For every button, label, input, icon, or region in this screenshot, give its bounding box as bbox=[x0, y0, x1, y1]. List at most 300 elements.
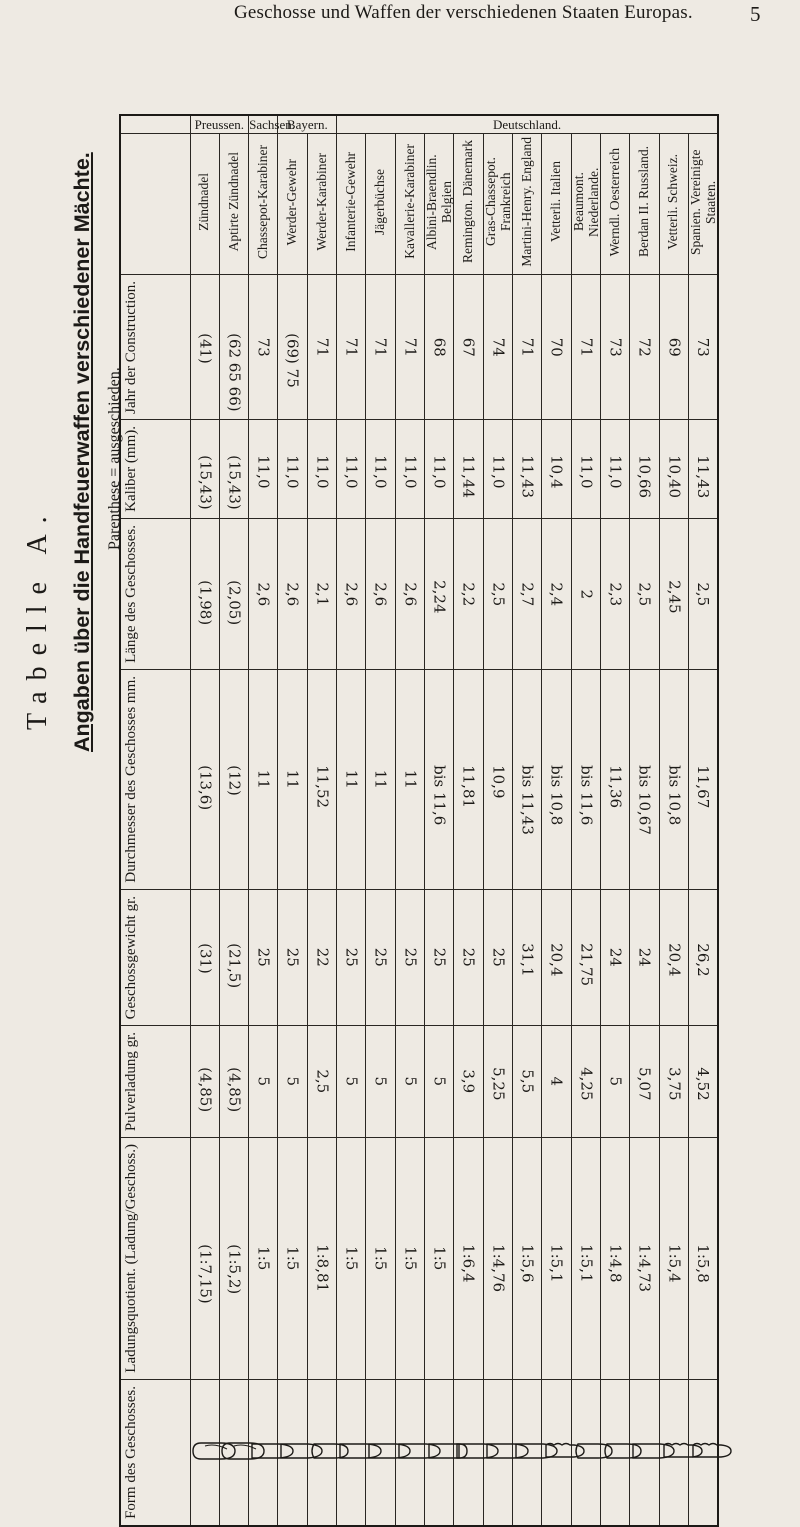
table-row bbox=[120, 519, 718, 670]
column-header-label: Jägerbüchse bbox=[372, 168, 388, 235]
cell-value: (41) bbox=[195, 332, 214, 364]
table-cell bbox=[219, 420, 248, 519]
table-cell bbox=[601, 670, 630, 890]
table-cell bbox=[337, 274, 366, 420]
cell-value: 22 bbox=[313, 947, 332, 967]
table-cell bbox=[689, 420, 718, 519]
table-cell bbox=[571, 519, 600, 670]
table-cell bbox=[219, 1138, 248, 1380]
cell-value: 11,44 bbox=[459, 455, 478, 499]
table-cell bbox=[454, 1379, 483, 1525]
table-cell bbox=[278, 420, 307, 519]
table-cell bbox=[395, 889, 424, 1025]
table-row bbox=[120, 889, 718, 1025]
row-label-cell bbox=[120, 1026, 190, 1138]
group-label: Preussen. bbox=[194, 117, 245, 132]
row-label-cell bbox=[120, 274, 190, 420]
cell-value: 11,0 bbox=[342, 455, 361, 489]
cell-value: (69) 75 bbox=[283, 332, 302, 388]
table-cell bbox=[219, 274, 248, 420]
cell-value: 20,4 bbox=[547, 943, 566, 977]
table-cell bbox=[542, 670, 571, 890]
corner-cell bbox=[120, 133, 190, 274]
cell-value: 1:5 bbox=[401, 1246, 420, 1271]
table-cell bbox=[513, 1138, 542, 1380]
cell-value: 4,25 bbox=[577, 1067, 596, 1101]
row-label: Geschossgewicht gr. bbox=[123, 895, 139, 1020]
table-row bbox=[120, 1026, 718, 1138]
table-cell bbox=[513, 1026, 542, 1138]
table-cell bbox=[307, 670, 336, 890]
column-header bbox=[601, 133, 630, 274]
cell-value: 25 bbox=[254, 947, 273, 967]
table-cell bbox=[513, 519, 542, 670]
corner-cell bbox=[120, 115, 190, 133]
table-cell bbox=[337, 889, 366, 1025]
column-header bbox=[659, 133, 688, 274]
table-cell bbox=[219, 519, 248, 670]
cell-value: 71 bbox=[577, 337, 596, 357]
cell-value: (4,85) bbox=[225, 1067, 244, 1113]
cell-value: 11 bbox=[283, 769, 302, 789]
table-cell bbox=[630, 889, 659, 1025]
cell-value: 2,6 bbox=[254, 582, 273, 607]
table-cell bbox=[542, 420, 571, 519]
table-cell bbox=[571, 889, 600, 1025]
table-cell bbox=[395, 519, 424, 670]
table-cell bbox=[483, 1379, 512, 1525]
table-cell bbox=[659, 519, 688, 670]
table-cell bbox=[278, 1026, 307, 1138]
cell-value: 2,5 bbox=[313, 1069, 332, 1094]
cell-value: (1:7,15) bbox=[195, 1244, 214, 1305]
table-cell bbox=[571, 1026, 600, 1138]
column-header-label: Aptirte Zündnadel bbox=[225, 152, 241, 252]
table-cell bbox=[630, 1026, 659, 1138]
table-cell bbox=[542, 519, 571, 670]
cell-value: 25 bbox=[342, 947, 361, 967]
table-cell bbox=[659, 1379, 688, 1525]
table-cell bbox=[571, 1379, 600, 1525]
table-cell bbox=[337, 1026, 366, 1138]
group-label: Deutschland. bbox=[492, 117, 562, 132]
cell-value: 2,2 bbox=[459, 582, 478, 607]
table-cell bbox=[366, 1026, 395, 1138]
table-cell bbox=[542, 1026, 571, 1138]
cell-value: 1:5,4 bbox=[665, 1244, 684, 1283]
table-cell bbox=[689, 1138, 718, 1380]
table-cell bbox=[307, 274, 336, 420]
table-cell bbox=[659, 1138, 688, 1380]
column-header-label: Albini-Braendlin. Belgien bbox=[424, 153, 454, 250]
table-cell bbox=[601, 1379, 630, 1525]
cell-value: 1:5 bbox=[283, 1246, 302, 1271]
cell-value: (15,43) bbox=[225, 455, 244, 510]
table-cell bbox=[190, 1026, 219, 1138]
column-header bbox=[190, 133, 219, 274]
cell-value: 11,0 bbox=[577, 455, 596, 489]
table-cell bbox=[601, 1026, 630, 1138]
table-cell bbox=[571, 274, 600, 420]
table-cell bbox=[395, 1026, 424, 1138]
cell-value: 11,43 bbox=[518, 455, 537, 499]
cell-value: 2,6 bbox=[342, 582, 361, 607]
table-cell bbox=[366, 274, 395, 420]
table-cell bbox=[190, 889, 219, 1025]
column-header-row bbox=[120, 133, 718, 274]
cell-value: 25 bbox=[459, 947, 478, 967]
cell-value: bis 11,43 bbox=[518, 765, 537, 836]
cell-value: 71 bbox=[401, 337, 420, 357]
row-label-cell bbox=[120, 1138, 190, 1380]
table-cell bbox=[454, 1138, 483, 1380]
cell-value: 11,0 bbox=[430, 455, 449, 489]
table-cell bbox=[454, 420, 483, 519]
column-header bbox=[249, 133, 278, 274]
table-row bbox=[120, 1138, 718, 1380]
page-number: 5 bbox=[750, 2, 761, 26]
table-cell bbox=[249, 420, 278, 519]
column-header-label: Remington. Dänemark bbox=[460, 140, 476, 264]
table-cell bbox=[689, 889, 718, 1025]
cell-value: 11,0 bbox=[254, 455, 273, 489]
cell-value: 1:5 bbox=[371, 1246, 390, 1271]
projectile-shape-icon bbox=[689, 1439, 735, 1463]
cell-value: 2,3 bbox=[606, 582, 625, 607]
cell-value: 25 bbox=[371, 947, 390, 967]
cell-value: 71 bbox=[371, 337, 390, 357]
cell-value: 1:5,6 bbox=[518, 1244, 537, 1283]
cell-value: (21,5) bbox=[225, 943, 244, 989]
running-head: Geschosse und Waffen der verschiedenen Staaten Europas. bbox=[234, 2, 693, 23]
cell-value: 4 bbox=[547, 1076, 566, 1087]
table-cell bbox=[454, 1026, 483, 1138]
cell-value: (12) bbox=[225, 765, 244, 797]
table-cell bbox=[337, 1379, 366, 1525]
table-cell bbox=[278, 670, 307, 890]
table-cell bbox=[366, 1138, 395, 1380]
column-header-label: Werder-Karabiner bbox=[313, 152, 329, 251]
table-cell bbox=[659, 420, 688, 519]
table-cell bbox=[689, 1379, 718, 1525]
cell-value: 1:5 bbox=[254, 1246, 273, 1271]
cell-value: 21,75 bbox=[577, 943, 596, 987]
cell-value: (2,05) bbox=[225, 579, 244, 626]
table-cell bbox=[659, 1026, 688, 1138]
table-cell bbox=[366, 1379, 395, 1525]
table-cell bbox=[659, 670, 688, 890]
table-cell bbox=[630, 1379, 659, 1525]
table-cell bbox=[659, 889, 688, 1025]
column-header bbox=[425, 133, 454, 274]
table-cell bbox=[689, 670, 718, 890]
cell-value: 2,4 bbox=[547, 582, 566, 607]
cell-value: 71 bbox=[342, 337, 361, 357]
cell-value: 4,52 bbox=[694, 1067, 713, 1102]
cell-value: 11 bbox=[342, 769, 361, 789]
column-header bbox=[278, 133, 307, 274]
cell-value: 1:8,81 bbox=[313, 1244, 332, 1293]
row-label: Pulverladung gr. bbox=[123, 1032, 139, 1132]
row-label: Länge des Geschosses. bbox=[123, 525, 139, 664]
cell-value: 5 bbox=[606, 1076, 625, 1087]
table-cell bbox=[513, 889, 542, 1025]
column-header-label: Vetterli. Italien bbox=[548, 161, 564, 243]
cell-value: 31,1 bbox=[518, 943, 537, 977]
cell-value: 1:5 bbox=[430, 1246, 449, 1271]
cell-value: 10,40 bbox=[665, 455, 684, 499]
cell-value: 1:5,8 bbox=[694, 1244, 713, 1284]
table-cell bbox=[337, 420, 366, 519]
table-cell bbox=[395, 1379, 424, 1525]
column-header-label: Berdan II. Russland. bbox=[636, 146, 652, 258]
table-cell bbox=[366, 420, 395, 519]
cell-value: 1:4,73 bbox=[635, 1244, 654, 1293]
cell-value: 10,9 bbox=[489, 765, 508, 799]
table-cell bbox=[337, 1138, 366, 1380]
row-label: Jahr der Construction. bbox=[123, 280, 139, 414]
column-header-label: Kavallerie-Karabiner bbox=[401, 144, 417, 260]
cell-value: 5,5 bbox=[518, 1069, 537, 1094]
cell-value: (15,43) bbox=[195, 455, 214, 510]
cell-value: bis 10,8 bbox=[665, 765, 684, 826]
group-label: Sachsen. bbox=[249, 117, 296, 132]
table-cell bbox=[307, 889, 336, 1025]
table-cell bbox=[689, 1026, 718, 1138]
table-cell bbox=[249, 274, 278, 420]
cell-value: (62 65 66) bbox=[225, 332, 244, 412]
table-cell bbox=[483, 519, 512, 670]
weapons-table bbox=[119, 114, 719, 1527]
group-header bbox=[190, 115, 249, 133]
cell-value: 5 bbox=[430, 1076, 449, 1087]
cell-value: 5 bbox=[371, 1076, 390, 1087]
cell-value: 74 bbox=[489, 337, 508, 357]
table-cell bbox=[366, 519, 395, 670]
table-cell bbox=[483, 1026, 512, 1138]
table-row bbox=[120, 274, 718, 420]
table-cell bbox=[601, 420, 630, 519]
column-header-label: Beaumont. Niederlande. bbox=[570, 167, 601, 237]
cell-value: 2,6 bbox=[401, 582, 420, 607]
table-cell bbox=[689, 274, 718, 420]
cell-value: 2,5 bbox=[694, 582, 713, 607]
cell-value: 2,24 bbox=[430, 579, 449, 614]
cell-value: 69 bbox=[665, 337, 684, 357]
table-cell bbox=[425, 274, 454, 420]
cell-value: 3,75 bbox=[665, 1067, 684, 1101]
cell-value: 1:4,76 bbox=[489, 1244, 508, 1293]
row-label: Kaliber (mm). bbox=[123, 426, 139, 513]
cell-value: 73 bbox=[694, 337, 713, 357]
column-header bbox=[219, 133, 248, 274]
table-row bbox=[120, 420, 718, 519]
cell-value: 1:5 bbox=[342, 1246, 361, 1271]
cell-value: 11,43 bbox=[694, 455, 713, 499]
table-cell bbox=[337, 519, 366, 670]
table-cell bbox=[483, 420, 512, 519]
cell-value: 1:5,1 bbox=[577, 1244, 596, 1283]
table-title: Angaben über die Handfeuerwaffen verschiedener Mächte. bbox=[70, 152, 94, 752]
cell-value: 2,5 bbox=[489, 582, 508, 607]
cell-value: 11,0 bbox=[371, 455, 390, 489]
table-cell bbox=[307, 1026, 336, 1138]
table-cell bbox=[483, 274, 512, 420]
group-label: Bayern. bbox=[286, 117, 328, 132]
cell-value: 2,5 bbox=[635, 582, 654, 607]
cell-value: 72 bbox=[635, 337, 654, 357]
cell-value: 70 bbox=[547, 337, 566, 357]
column-header bbox=[513, 133, 542, 274]
cell-value: (31) bbox=[195, 943, 214, 975]
column-header bbox=[630, 133, 659, 274]
cell-value: 26,2 bbox=[694, 943, 713, 977]
table-cell bbox=[630, 274, 659, 420]
cell-value: 71 bbox=[518, 337, 537, 357]
column-header-label: Spanien. Vereinigte Staaten. bbox=[688, 149, 718, 255]
table-cell bbox=[571, 1138, 600, 1380]
cell-value: 25 bbox=[489, 947, 508, 967]
table-cell bbox=[190, 1379, 219, 1525]
table-cell bbox=[601, 889, 630, 1025]
cell-value: 67 bbox=[459, 337, 478, 357]
cell-value: 11 bbox=[401, 769, 420, 789]
table-cell bbox=[542, 889, 571, 1025]
table-cell bbox=[425, 1026, 454, 1138]
row-label-cell bbox=[120, 420, 190, 519]
table-cell bbox=[601, 519, 630, 670]
cell-value: 24 bbox=[606, 947, 625, 967]
cell-value: 2,1 bbox=[313, 582, 332, 607]
table-cell bbox=[249, 670, 278, 890]
cell-value: 11,0 bbox=[313, 455, 332, 489]
cell-value: 5 bbox=[342, 1076, 361, 1087]
cell-value: 71 bbox=[313, 337, 332, 357]
table-cell bbox=[425, 889, 454, 1025]
column-header-label: Vetterli. Schweiz. bbox=[665, 153, 681, 250]
cell-value: 73 bbox=[606, 337, 625, 357]
cell-value: bis 10,67 bbox=[635, 765, 654, 836]
table-cell bbox=[307, 519, 336, 670]
cell-value: 10,4 bbox=[547, 455, 566, 489]
table-cell bbox=[366, 670, 395, 890]
cell-value: 2,6 bbox=[283, 582, 302, 607]
table-cell bbox=[249, 889, 278, 1025]
table-cell bbox=[601, 274, 630, 420]
group-header-row bbox=[120, 115, 718, 133]
table-cell bbox=[278, 519, 307, 670]
table-cell bbox=[219, 1026, 248, 1138]
cell-value: (4,85) bbox=[195, 1067, 214, 1113]
row-label: Form des Geschosses. bbox=[123, 1385, 139, 1519]
cell-value: 5,25 bbox=[489, 1067, 508, 1101]
cell-value: 11,0 bbox=[606, 455, 625, 489]
row-label: Ladungsquotient. (Ladung/Geschoss.) bbox=[123, 1144, 139, 1373]
cell-value: 11,0 bbox=[401, 455, 420, 489]
table-cell bbox=[249, 1379, 278, 1525]
table-cell bbox=[425, 1379, 454, 1525]
cell-value: 1:4,8 bbox=[606, 1244, 625, 1283]
cell-value: 20,4 bbox=[665, 943, 684, 977]
table-cell bbox=[513, 670, 542, 890]
table-cell bbox=[454, 889, 483, 1025]
table-cell bbox=[513, 420, 542, 519]
table-cell bbox=[571, 670, 600, 890]
table-cell bbox=[454, 519, 483, 670]
cell-value: 5,07 bbox=[635, 1067, 654, 1101]
row-label: Durchmesser des Geschosses mm. bbox=[123, 676, 139, 883]
table-cell bbox=[601, 1138, 630, 1380]
column-header-label: Infanterie-Gewehr bbox=[342, 151, 358, 252]
cell-value: 1:6,4 bbox=[459, 1244, 478, 1283]
table-cell bbox=[190, 670, 219, 890]
column-header-label: Zündnadel bbox=[196, 172, 212, 231]
cell-value: 3,9 bbox=[459, 1069, 478, 1094]
table-cell bbox=[278, 889, 307, 1025]
column-header bbox=[337, 133, 366, 274]
table-cell bbox=[513, 274, 542, 420]
table-cell bbox=[630, 519, 659, 670]
table-cell bbox=[483, 1138, 512, 1380]
table-cell bbox=[278, 274, 307, 420]
table-label: Tabelle A. bbox=[22, 505, 53, 730]
cell-value: 11,67 bbox=[694, 765, 713, 809]
table-cell bbox=[249, 1026, 278, 1138]
table-cell bbox=[395, 1138, 424, 1380]
column-header bbox=[454, 133, 483, 274]
column-header bbox=[307, 133, 336, 274]
cell-value: 11,0 bbox=[489, 455, 508, 489]
table-cell bbox=[219, 1379, 248, 1525]
cell-value: 11 bbox=[254, 769, 273, 789]
table-cell bbox=[454, 274, 483, 420]
row-label-cell bbox=[120, 519, 190, 670]
column-header bbox=[542, 133, 571, 274]
cell-value: (13,6) bbox=[195, 765, 214, 811]
table-cell bbox=[659, 274, 688, 420]
column-header-label: Chassepot-Karabiner bbox=[254, 144, 270, 259]
table-cell bbox=[542, 1379, 571, 1525]
table-cell bbox=[190, 1138, 219, 1380]
table-cell bbox=[454, 670, 483, 890]
table-cell bbox=[307, 1379, 336, 1525]
group-header bbox=[249, 115, 296, 133]
cell-value: (1:5,2) bbox=[225, 1244, 244, 1295]
table-cell bbox=[190, 420, 219, 519]
cell-value: 2 bbox=[577, 589, 596, 599]
table-cell bbox=[337, 670, 366, 890]
column-header-label: Werndl. Oesterreich bbox=[606, 147, 622, 256]
column-header-label: Werder-Gewehr bbox=[284, 158, 300, 245]
table-cell bbox=[630, 670, 659, 890]
cell-value: 25 bbox=[401, 947, 420, 967]
table-cell bbox=[190, 274, 219, 420]
column-header-label: Martini-Henry. England bbox=[518, 136, 534, 267]
cell-value: 11 bbox=[371, 769, 390, 789]
cell-value: 11,36 bbox=[606, 765, 625, 809]
table-cell bbox=[425, 670, 454, 890]
group-header bbox=[278, 115, 337, 133]
table-cell bbox=[425, 1138, 454, 1380]
cell-value: 2,6 bbox=[371, 582, 390, 607]
table-row bbox=[120, 670, 718, 890]
cell-value: 2,45 bbox=[665, 579, 684, 614]
table-subtitle: Parenthese = ausgeschieden. bbox=[106, 367, 123, 550]
cell-value: 25 bbox=[430, 947, 449, 967]
column-header-label: Gras-Chassepot. Frankreich bbox=[482, 157, 513, 247]
cell-value: 10,66 bbox=[635, 455, 654, 499]
table-cell bbox=[307, 420, 336, 519]
